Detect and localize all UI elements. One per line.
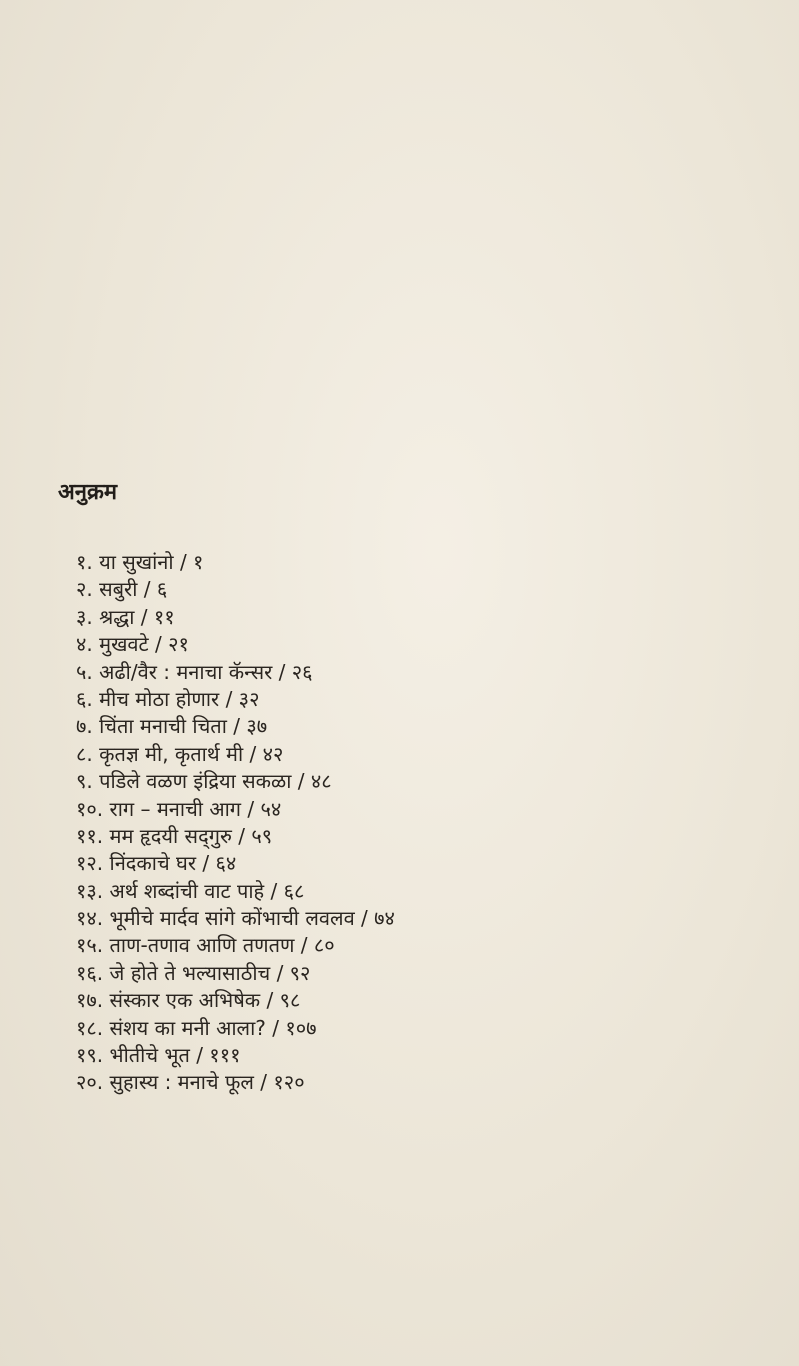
toc-entry: २. सबुरी / ६ [76, 577, 168, 602]
toc-entry: १. या सुखांनो / १ [76, 550, 204, 574]
toc-entry: १२. निंदकाचे घर / ६४ [76, 851, 237, 876]
toc-heading: अनुक्रम [58, 480, 118, 505]
toc-entry: ९. पडिले वळण इंद्रिया सकळा / ४८ [76, 769, 332, 794]
toc-entry: १५. ताण-तणाव आणि तणतण / ८० [76, 933, 335, 958]
toc-entry: १९. भीतीचे भूत / १११ [76, 1043, 241, 1068]
toc-entry: ७. चिंता मनाची चिता / ३७ [76, 714, 268, 739]
toc-entry: ३. श्रद्धा / ११ [76, 604, 175, 629]
toc-entry: ६. मीच मोठा होणार / ३२ [76, 686, 260, 711]
toc-entry: १४. भूमीचे मार्दव सांगे कोंभाची लवलव / ७४ [76, 906, 395, 931]
toc-entry: ४. मुखवटे / २१ [76, 632, 189, 657]
toc-entry: ११. मम हृदयी सद्‌गुरु / ५९ [76, 823, 273, 848]
toc-entry: २०. सुहास्य : मनाचे फूल / १२० [76, 1070, 305, 1095]
toc-list [76, 549, 395, 1097]
toc-entry: १८. संशय का मनी आला? / १०७ [76, 1015, 317, 1040]
toc-entry: १०. राग – मनाची आग / ५४ [76, 796, 282, 821]
toc-entry: १३. अर्थ शब्दांची वाट पाहे / ६८ [76, 878, 305, 903]
toc-entry: १७. संस्कार एक अभिषेक / ९८ [76, 988, 301, 1013]
toc-entry: ५. अढी/वैर : मनाचा कॅन्सर / २६ [76, 659, 313, 684]
toc-entry: १६. जे होते ते भल्यासाठीच / ९२ [76, 960, 311, 985]
toc-entry: ८. कृतज्ञ मी, कृतार्थ मी / ४२ [76, 741, 284, 766]
